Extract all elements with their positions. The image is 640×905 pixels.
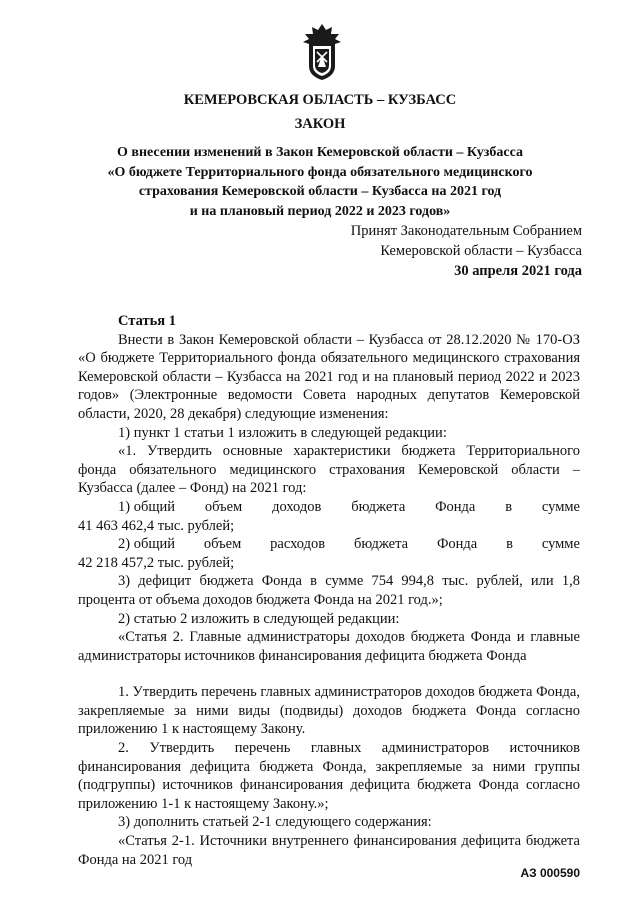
subitem-income-line: 1) общий объем доходов бюджета Фонда в сумме bbox=[118, 498, 580, 515]
adoption-block bbox=[351, 221, 582, 281]
quoted-article-heading: «Статья 2-1. Источники внутреннего финансирования дефицита бюджета Фонда на 2021 год bbox=[78, 833, 580, 868]
intro-paragraph: Внести в Закон Кемеровской области – Кузбасса от 28.12.2020 № 170-ОЗ «О бюджете Территориального фонда обязательного медицинского страхования Кемеровской области – Кузбасса на 2021 год и на плановый период 2022 и 2023 годов» (Электронные ведомости Совета народных депутатов Кемеровской области, 2020, 28 декабря) следующие изменения: bbox=[78, 331, 580, 422]
amendment-item: 1) пункт 1 статьи 1 изложить в следующей редакции: bbox=[118, 424, 447, 441]
quoted-article-heading: «Статья 2. Главные администраторы доходов бюджета Фонда и главные администраторы источников финансирования дефицита бюджета Фонда bbox=[78, 629, 580, 664]
region-heading: КЕМЕРОВСКАЯ ОБЛАСТЬ – КУЗБАСС bbox=[183, 92, 457, 108]
law-title-line: «О бюджете Территориального фонда обязательного медицинского bbox=[107, 164, 533, 180]
adopted-by-line: Кемеровской области – Кузбасса bbox=[380, 243, 582, 259]
quoted-paragraph: «1. Утвердить основные характеристики бюджета Территориального фонда обязательного медицинского страхования Кемеровской области – Кузбасса (далее – Фонд) на 2021 год: bbox=[78, 443, 580, 497]
document-body bbox=[78, 312, 580, 869]
document-type-heading: ЗАКОН bbox=[294, 116, 346, 132]
adoption-date: 30 апреля 2021 года bbox=[454, 263, 582, 279]
article-heading: Статья 1 bbox=[118, 313, 176, 329]
law-title bbox=[60, 143, 580, 221]
law-title-line: О внесении изменений в Закон Кемеровской области – Кузбасса bbox=[117, 145, 523, 160]
serial-number: АЗ 000590 bbox=[520, 866, 580, 880]
subitem-income-amount: 41 463 462,4 тыс. рублей; bbox=[78, 517, 235, 534]
law-title-line: и на плановый период 2022 и 2023 годов» bbox=[189, 203, 451, 219]
subitem-expense-amount: 42 218 457,2 тыс. рублей; bbox=[78, 554, 235, 571]
coat-of-arms-emblem bbox=[299, 22, 345, 82]
quoted-point: 2. Утвердить перечень главных администраторов источников финансирования дефицита бюджета Фонда, закрепляемые за ними группы (подгруппы) источников финансирования дефицита бюджета Фонда согласно приложению 1-1 к настоящему Закону.»; bbox=[78, 740, 580, 812]
subitem-expense-line: 2) общий объем расходов бюджета Фонда в сумме bbox=[118, 536, 580, 553]
adopted-by-line: Принят Законодательным Собранием bbox=[350, 223, 582, 239]
subitem-deficit: 3) дефицит бюджета Фонда в сумме 754 994,8 тыс. рублей, или 1,8 процента от объема доходов бюджета Фонда на 2021 год.»; bbox=[78, 573, 580, 608]
spacer bbox=[78, 665, 580, 683]
law-title-line: страхования Кемеровской области – Кузбасса на 2021 год bbox=[138, 184, 502, 199]
amendment-item: 2) статью 2 изложить в следующей редакции: bbox=[118, 610, 400, 627]
amendment-item: 3) дополнить статьей 2-1 следующего содержания: bbox=[118, 814, 432, 831]
quoted-point: 1. Утвердить перечень главных администраторов доходов бюджета Фонда, закрепляемые за ними виды (подвиды) доходов бюджета Фонда согласно приложению 1 к настоящему Закону. bbox=[78, 684, 580, 738]
